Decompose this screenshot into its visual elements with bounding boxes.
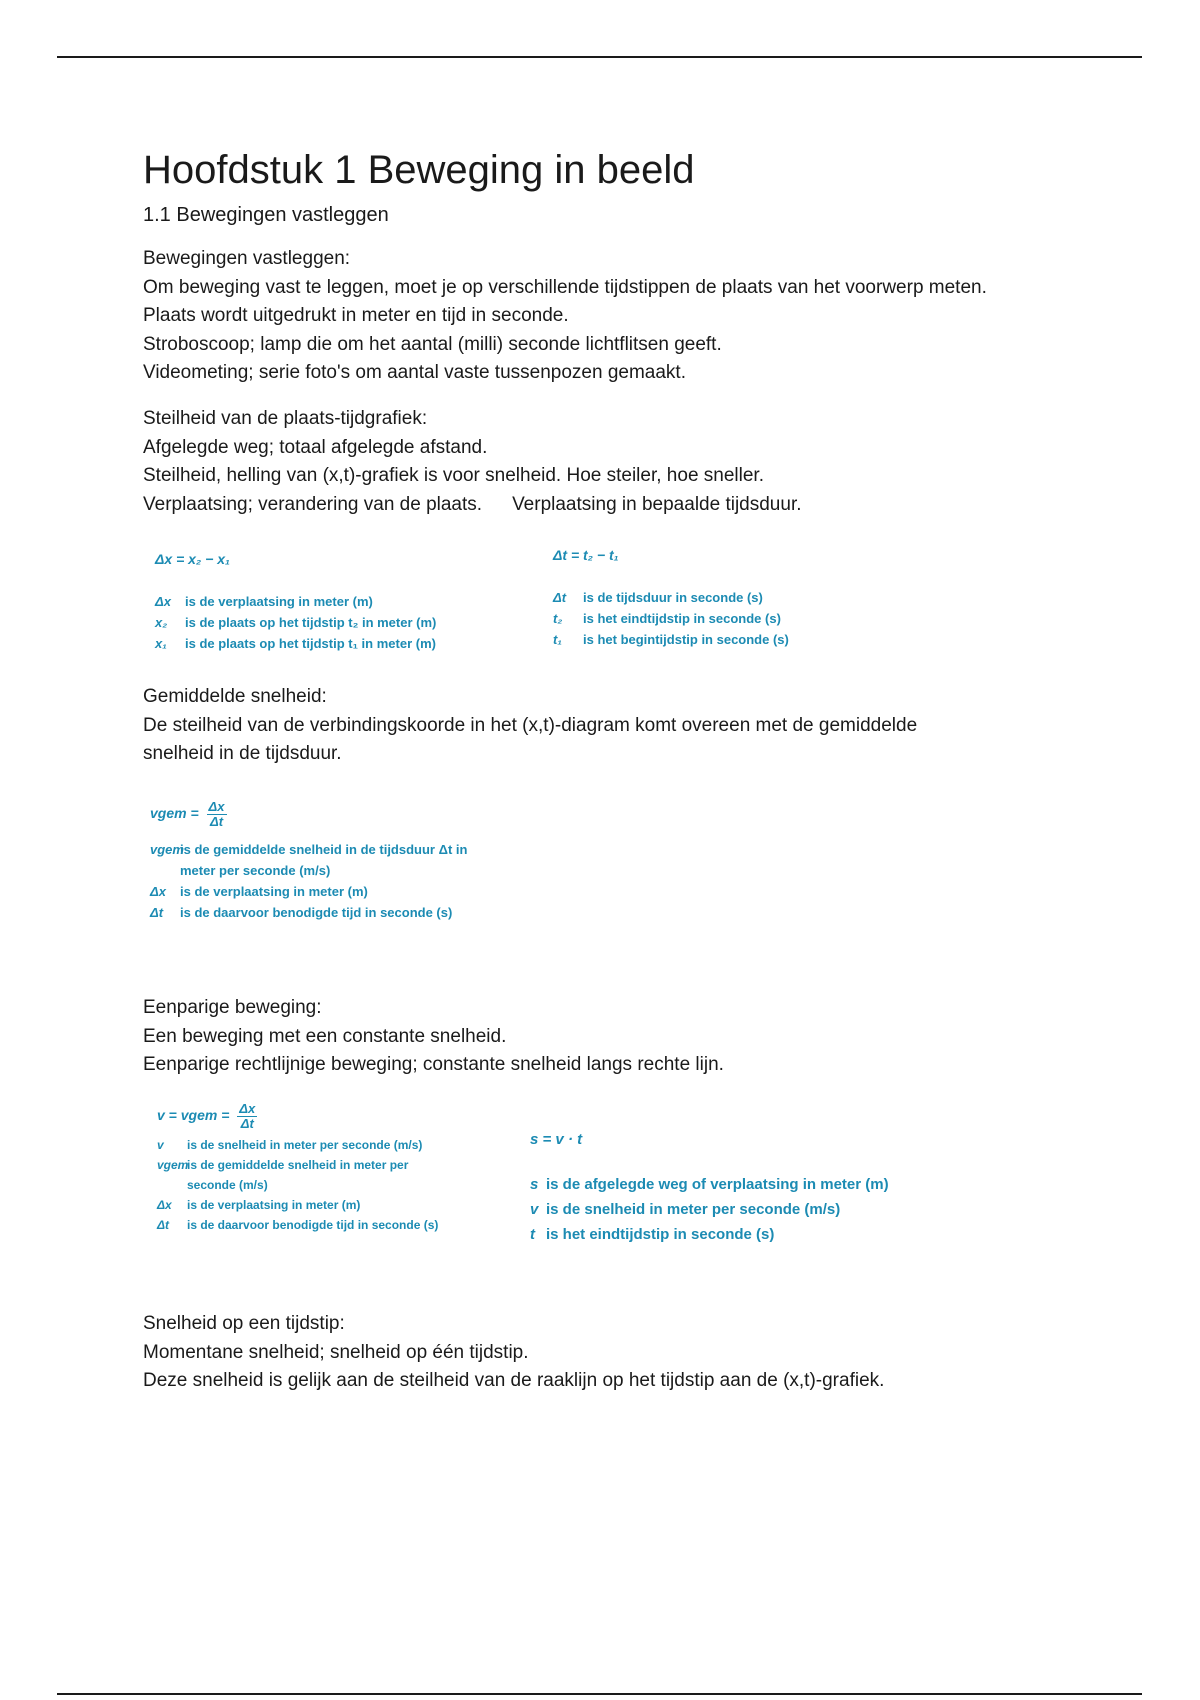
formula-row: Δt is de daarvoor benodigde tijd in seconde (s) <box>150 905 453 920</box>
paragraph-line: De steilheid van de verbindingskoorde in het (x,t)-diagram komt overeen met de gemiddelde <box>143 714 918 736</box>
paragraph-line: Steilheid van de plaats-tijdgrafiek: <box>143 408 428 429</box>
formula-distance <box>530 1131 950 1247</box>
paragraph-snelheid-op-tijdstip <box>143 1310 884 1396</box>
formula-row: vgem is de gemiddelde snelheid in meter per <box>157 1158 409 1172</box>
formula-row: x₂ is de plaats op het tijdstip t₂ in meter (m) <box>155 615 437 630</box>
formula-equation: Δx = x₂ − x₁ <box>155 551 230 567</box>
bottom-rule <box>57 1693 1142 1695</box>
paragraph-line: Eenparige rechtlijnige beweging; constante snelheid langs rechte lijn. <box>143 1054 724 1075</box>
verplaatsing-note: Verplaatsing in bepaalde tijdsduur. <box>512 493 802 515</box>
paragraph-line: Momentane snelheid; snelheid op één tijdstip. <box>143 1341 529 1363</box>
page-title: Hoofdstuk 1 Beweging in beeld <box>143 148 695 192</box>
formula-row: Δx is de verplaatsing in meter (m) <box>150 884 368 899</box>
formula-row: Δx is de verplaatsing in meter (m) <box>157 1198 361 1212</box>
formula-velocity <box>157 1102 517 1235</box>
top-rule <box>57 56 1142 58</box>
paragraph-line: Een beweging met een constante snelheid. <box>143 1025 507 1047</box>
formula-row: t₂ is het eindtijdstip in seconde (s) <box>553 611 781 626</box>
paragraph-gemiddelde-snelheid <box>143 683 917 769</box>
formula-average-velocity <box>150 800 520 923</box>
paragraph-line: Steilheid, helling van (x,t)-grafiek is voor snelheid. Hoe steiler, hoe sneller. <box>143 465 764 486</box>
paragraph-bewegingen-vastleggen <box>143 245 987 388</box>
paragraph-steilheid <box>143 405 802 519</box>
formula-row: t is het eindtijdstip in seconde (s) <box>530 1226 775 1243</box>
formula-row: v is de snelheid in meter per seconde (m/s) <box>157 1138 423 1152</box>
section-subtitle: 1.1 Bewegingen vastleggen <box>143 204 389 226</box>
formula-equation: v = vgem = $\frac{\Delta x}{\Delta t}$ <box>157 1101 256 1131</box>
paragraph-eenparige-beweging <box>143 994 724 1080</box>
paragraph-line: Plaats wordt uitgedrukt in meter en tijd in seconde. <box>143 305 569 326</box>
paragraph-line: Eenparige beweging: <box>143 997 322 1018</box>
formula-row: v is de snelheid in meter per seconde (m/s) <box>530 1201 841 1218</box>
paragraph-line: Deze snelheid is gelijk aan de steilheid van de raaklijn op het tijdstip aan de (x,t)-grafiek. <box>143 1370 885 1391</box>
formula-row: seconde (m/s) <box>187 1178 268 1192</box>
formula-equation: Δt = t₂ − t₁ <box>553 547 619 563</box>
formula-row: vgem is de gemiddelde snelheid in de tijdsduur Δt in <box>150 842 468 857</box>
paragraph-line: Gemiddelde snelheid: <box>143 686 327 707</box>
formula-row: Δt is de tijdsduur in seconde (s) <box>553 590 763 605</box>
paragraph-line: Om beweging vast te leggen, moet je op verschillende tijdstippen de plaats van het voorwerp meten. <box>143 276 987 298</box>
verplaatsing-definition: Verplaatsing; verandering van de plaats. <box>143 493 483 515</box>
formula-equation: vgem = $\frac{\Delta x}{\Delta t}$ <box>150 799 225 829</box>
formula-time-interval <box>553 547 853 650</box>
formula-row: t₁ is het begintijdstip in seconde (s) <box>553 632 789 647</box>
formula-row: meter per seconde (m/s) <box>180 863 331 878</box>
paragraph-line: Stroboscoop; lamp die om het aantal (milli) seconde lichtflitsen geeft. <box>143 333 722 355</box>
formula-row: Δx is de verplaatsing in meter (m) <box>155 594 373 609</box>
paragraph-line: snelheid in de tijdsduur. <box>143 743 342 764</box>
formula-equation: s = v · t <box>530 1131 583 1148</box>
formula-row: Δt is de daarvoor benodigde tijd in seconde (s) <box>157 1218 439 1232</box>
paragraph-line: Bewegingen vastleggen: <box>143 248 351 269</box>
formula-row: x₁ is de plaats op het tijdstip t₁ in meter (m) <box>155 636 436 651</box>
paragraph-line <box>143 491 802 520</box>
formula-displacement <box>155 551 485 654</box>
paragraph-line: Afgelegde weg; totaal afgelegde afstand. <box>143 436 488 458</box>
paragraph-line: Snelheid op een tijdstip: <box>143 1313 345 1334</box>
paragraph-line: Videometing; serie foto's om aantal vaste tussenpozen gemaakt. <box>143 362 686 383</box>
formula-row: s is de afgelegde weg of verplaatsing in meter (m) <box>530 1176 889 1193</box>
